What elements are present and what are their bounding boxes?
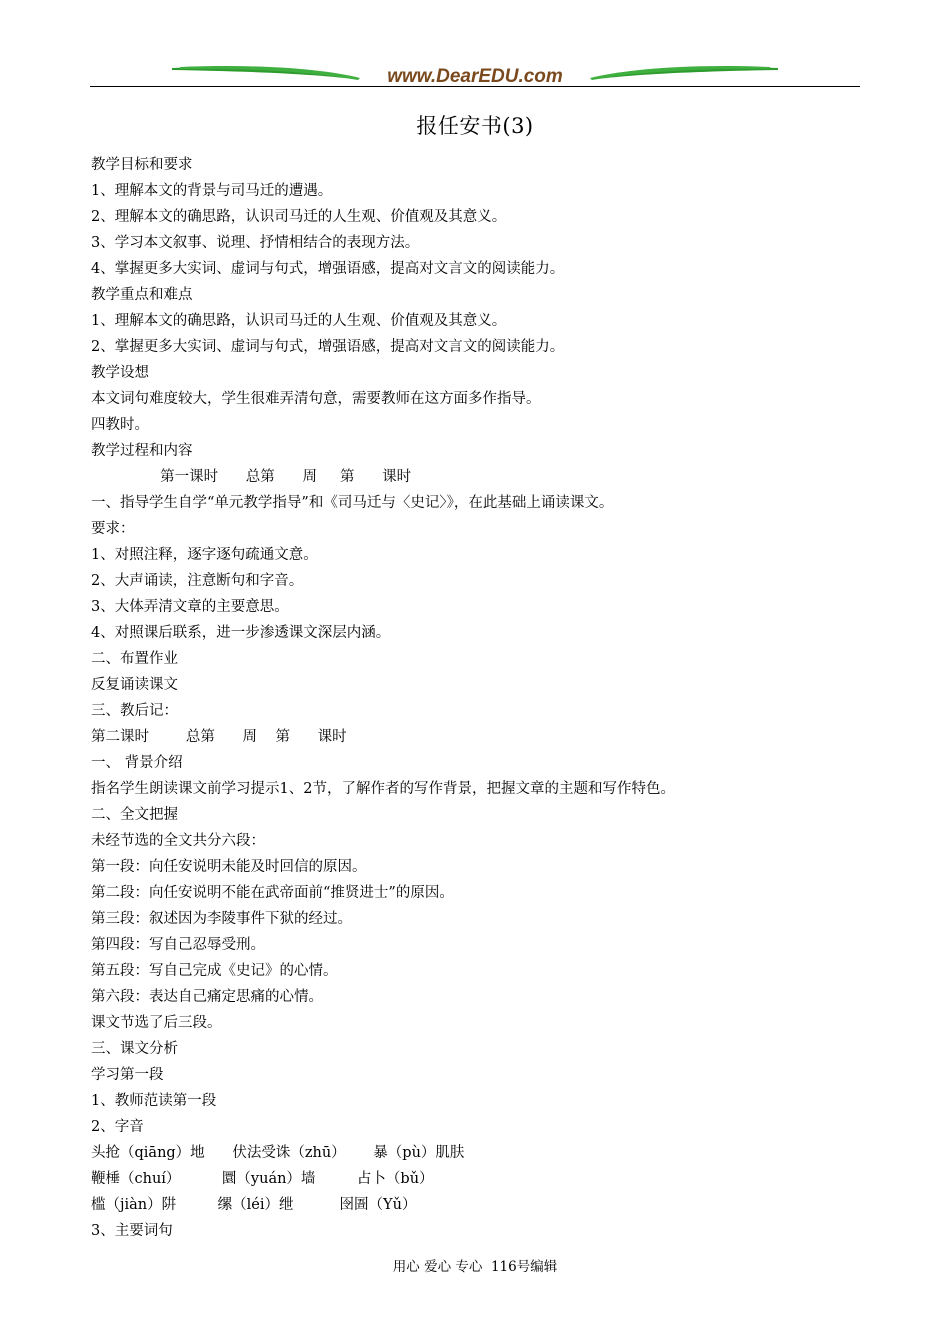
page-header <box>90 58 860 90</box>
text-line: 本文词句难度较大，学生很难弄清句意，需要教师在这方面多作指导。 <box>91 391 541 407</box>
text-line: 教学重点和难点 <box>91 287 193 303</box>
text-line: 一、指导学生自学“单元教学指导”和《司马迁与〈史记〉》，在此基础上诵读课文。 <box>91 495 614 511</box>
text-line: 第六段：表达自己痛定思痛的心情。 <box>91 989 323 1005</box>
text-line: 要求： <box>91 521 135 537</box>
text-line: 2、理解本文的确思路，认识司马迁的人生观、价值观及其意义。 <box>91 209 507 225</box>
text-line: 教学设想 <box>91 365 149 381</box>
site-logo <box>170 58 780 86</box>
text-line: 4、对照课后联系，进一步渗透课文深层内涵。 <box>91 625 391 641</box>
text-line: 1、理解本文的确思路，认识司马迁的人生观、价值观及其意义。 <box>91 313 507 329</box>
text-line: 第一段：向任安说明未能及时回信的原因。 <box>91 859 367 875</box>
text-line: 指名学生朗读课文前学习提示1、2节，了解作者的写作背景，把握文章的主题和写作特色。 <box>91 781 675 797</box>
text-line: 第一课时 总第 周 第 课时 <box>91 469 412 485</box>
text-line: 2、掌握更多大实词、虚词与句式，增强语感，提高对文言文的阅读能力。 <box>91 339 565 355</box>
text-line: 四教时。 <box>91 417 149 433</box>
text-line: 二、布置作业 <box>91 651 178 667</box>
page-footer: 用心 爱心 专心 116号编辑 <box>392 1259 558 1275</box>
text-line: 1、教师范读第一段 <box>91 1093 217 1109</box>
text-line: 反复诵读课文 <box>91 677 178 693</box>
text-line: 2、字音 <box>91 1119 144 1135</box>
text-line: 头抢（qiāng）地 伏法受诛（zhū） 暴（pù）肌肤 <box>91 1145 465 1161</box>
text-line: 教学过程和内容 <box>91 443 193 459</box>
document-title: 报任安书(3) <box>416 114 534 138</box>
text-line: 三、教后记： <box>91 703 178 719</box>
text-line: 2、大声诵读，注意断句和字音。 <box>91 573 304 589</box>
text-line: 3、学习本文叙事、说理、抒情相结合的表现方法。 <box>91 235 420 251</box>
text-line: 第二课时 总第 周 第 课时 <box>91 729 347 745</box>
text-line: 未经节选的全文共分六段： <box>91 833 265 849</box>
text-line: 第二段：向任安说明不能在武帝面前“推贤进士”的原因。 <box>91 885 454 901</box>
text-line: 1、对照注释，逐字逐句疏通文意。 <box>91 547 318 563</box>
text-line: 鞭棰（chuí） 圜（yuán）墙 占卜（bǔ） <box>91 1171 434 1187</box>
text-line: 学习第一段 <box>91 1067 164 1083</box>
text-line: 二、全文把握 <box>91 807 178 823</box>
text-line: 第四段：写自己忍辱受刑。 <box>91 937 265 953</box>
text-line: 课文节选了后三段。 <box>91 1015 222 1031</box>
text-line: 1、理解本文的背景与司马迁的遭遇。 <box>91 183 333 199</box>
text-line: 第三段：叙述因为李陵事件下狱的经过。 <box>91 911 352 927</box>
header-rule <box>90 86 860 87</box>
document-body <box>91 152 871 1244</box>
text-line: 4、掌握更多大实词、虚词与句式，增强语感，提高对文言文的阅读能力。 <box>91 261 565 277</box>
text-line: 3、大体弄清文章的主要意思。 <box>91 599 289 615</box>
text-line: 3、主要词句 <box>91 1223 173 1239</box>
text-line: 三、课文分析 <box>91 1041 178 1057</box>
text-line: 槛（jiàn）阱 缧（léi）绁 囹圄（Yǔ） <box>91 1197 417 1213</box>
text-line: 教学目标和要求 <box>91 157 193 173</box>
site-logo-text: www.DearEDU.com <box>387 66 563 86</box>
text-line: 一、 背景介绍 <box>91 755 183 771</box>
text-line: 第五段：写自己完成《史记》的心情。 <box>91 963 338 979</box>
